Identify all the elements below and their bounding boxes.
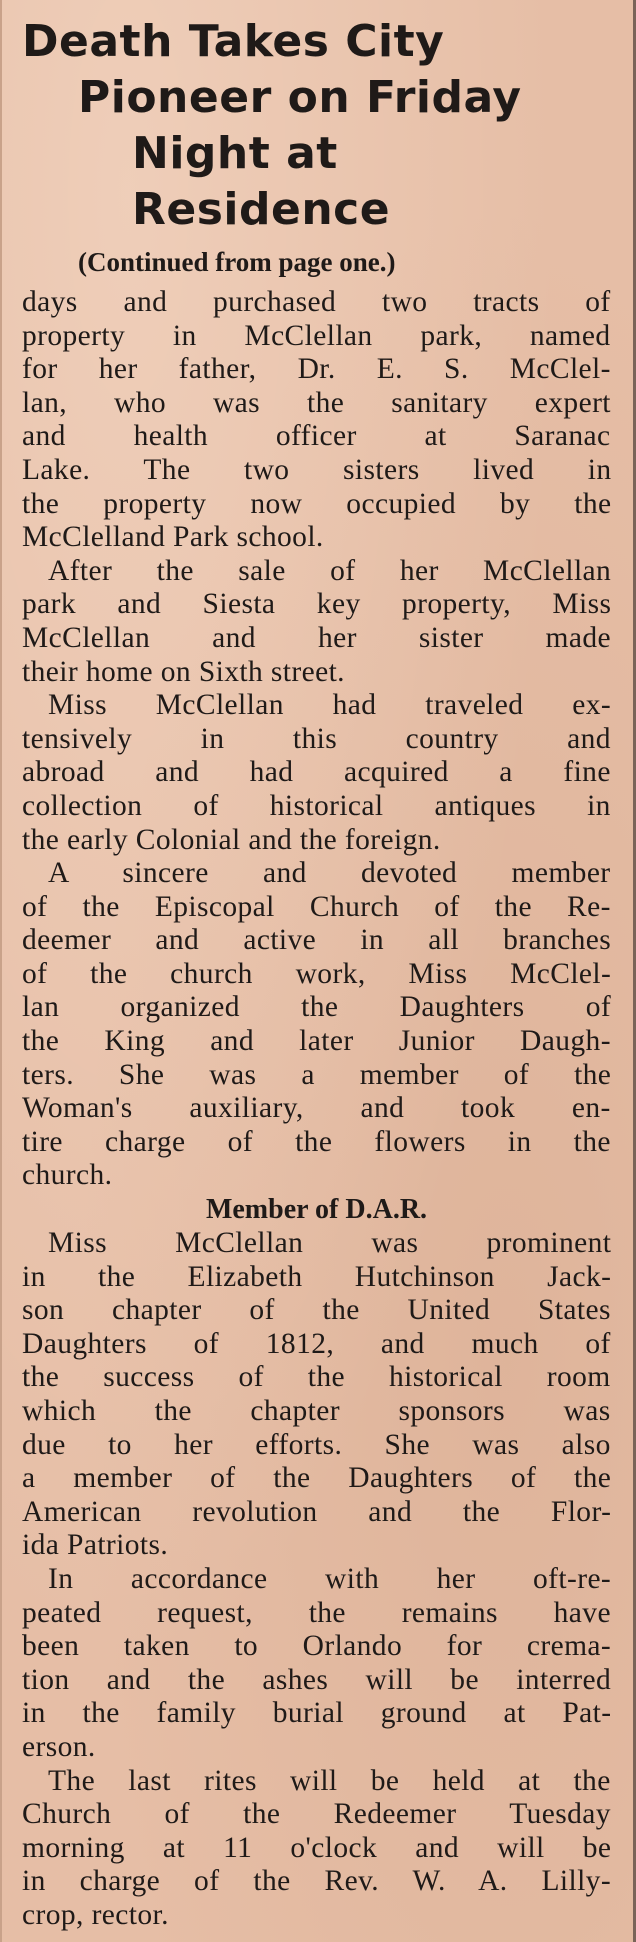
- text-line: Miss McClellan had traveled ex-: [48, 689, 612, 722]
- text-line: which the chapter sponsors was: [22, 1395, 611, 1427]
- text-line: church.: [22, 1159, 113, 1192]
- text-line: lan, who was the sanitary expert: [22, 386, 611, 419]
- headline: [22, 14, 611, 238]
- text-line: son chapter of the United States: [22, 1294, 611, 1327]
- article-body-part-1: [22, 286, 611, 1193]
- text-line: their home on Sixth street.: [22, 655, 345, 688]
- paragraph: [22, 1227, 611, 1563]
- text-line: Miss McClellan was prominent: [48, 1227, 612, 1260]
- text-line: a member of the Daughters of the: [22, 1462, 612, 1495]
- text-line: After the sale of her McClellan: [48, 554, 612, 587]
- text-line: ters. She was a member of the: [22, 1058, 612, 1091]
- text-line: A sincere and devoted member: [48, 857, 611, 890]
- text-line: tire charge of the flowers in the: [22, 1125, 611, 1158]
- paragraph: [22, 1563, 611, 1765]
- text-line: The last rites will be held at the: [48, 1764, 611, 1797]
- headline-line-3: Night at Residence: [132, 128, 391, 235]
- paragraph: [22, 555, 611, 689]
- text-line: ida Patriots.: [22, 1529, 169, 1562]
- text-line: tensively in this country and: [22, 722, 611, 755]
- text-line: erson.: [22, 1730, 96, 1763]
- continued-note: (Continued from page one.): [78, 247, 396, 277]
- text-line: property in McClellan park, named: [22, 319, 611, 352]
- article-body-part-2: [22, 1227, 611, 1932]
- paragraph: [22, 689, 611, 857]
- text-line: the early Colonial and the foreign.: [22, 823, 441, 856]
- paragraph: [22, 286, 611, 555]
- text-line: In accordance with her oft-re-: [48, 1562, 612, 1595]
- text-line: Daughters of 1812, and much of: [22, 1327, 611, 1360]
- text-line: for her father, Dr. E. S. McClel-: [22, 353, 611, 386]
- text-line: Woman's auxiliary, and took en-: [22, 1092, 611, 1125]
- text-line: park and Siesta key property, Miss: [22, 588, 612, 621]
- headline-line-1: Death Takes City: [22, 16, 445, 67]
- text-line: American revolution and the Flor-: [22, 1495, 612, 1528]
- text-line: and health officer at Saranac: [22, 420, 611, 453]
- text-line: in the Elizabeth Hutchinson Jack-: [22, 1260, 612, 1293]
- text-line: Church of the Redeemer Tuesday: [22, 1798, 611, 1831]
- text-line: the property now occupied by the: [22, 487, 612, 520]
- text-line: collection of historical antiques in: [22, 789, 611, 822]
- text-line: crop, rector.: [22, 1898, 169, 1931]
- text-line: due to her efforts. She was also: [22, 1428, 611, 1461]
- text-line: tion and the ashes will be interred: [22, 1663, 612, 1696]
- text-line: abroad and had acquired a fine: [22, 756, 611, 789]
- text-line: McClellan and her sister made: [22, 621, 612, 654]
- text-line: morning at 11 o'clock and will be: [22, 1831, 612, 1864]
- text-line: in the family burial ground at Pat-: [22, 1697, 612, 1730]
- text-line: in charge of the Rev. W. A. Lilly-: [22, 1865, 612, 1898]
- text-line: days and purchased two tracts of: [22, 286, 611, 318]
- text-line: of the Episcopal Church of the Re-: [22, 890, 611, 923]
- text-line: lan organized the Daughters of: [22, 991, 612, 1024]
- headline-line-2: Pioneer on Friday: [78, 72, 522, 123]
- text-line: the success of the historical room: [22, 1361, 611, 1394]
- text-line: McClelland Park school.: [22, 521, 324, 554]
- text-line: of the church work, Miss McClel-: [22, 957, 612, 990]
- subhead: Member of D.A.R.: [205, 1194, 428, 1226]
- text-line: been taken to Orlando for crema-: [22, 1630, 612, 1663]
- paragraph: [22, 1765, 611, 1933]
- text-line: the King and later Junior Daugh-: [22, 1025, 611, 1058]
- paragraph: [22, 857, 611, 1193]
- text-line: deemer and active in all branches: [22, 924, 612, 957]
- text-line: Lake. The two sisters lived in: [22, 453, 612, 486]
- text-line: peated request, the remains have: [22, 1596, 611, 1629]
